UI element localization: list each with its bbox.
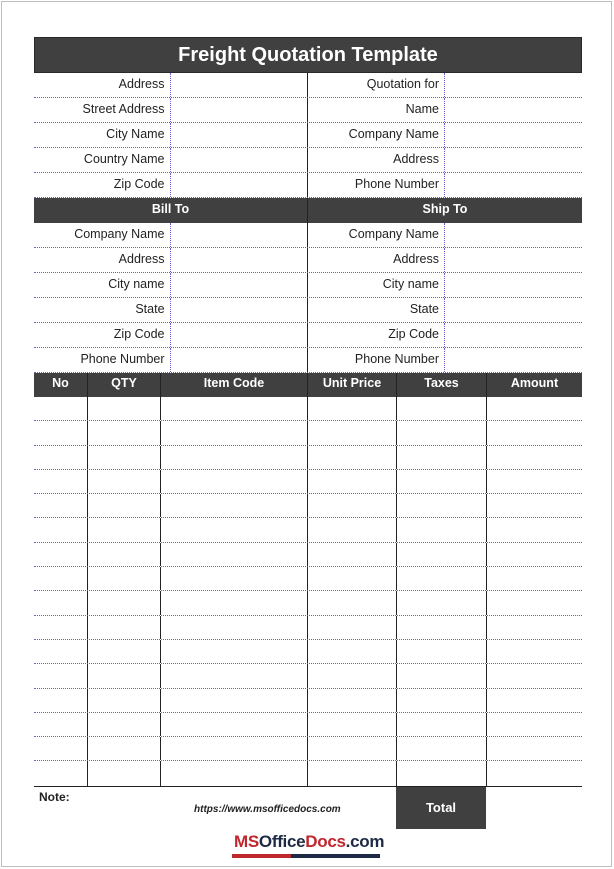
table-cell[interactable] bbox=[308, 737, 397, 760]
table-cell[interactable] bbox=[161, 494, 308, 517]
field-label: City Name bbox=[34, 123, 171, 147]
table-cell[interactable] bbox=[308, 640, 397, 663]
field-value-cell[interactable] bbox=[445, 123, 582, 147]
table-cell[interactable] bbox=[161, 689, 308, 712]
field-value-cell[interactable] bbox=[445, 323, 582, 347]
logo-ms: MS bbox=[234, 832, 259, 851]
field-label: Address bbox=[34, 73, 171, 97]
table-row bbox=[34, 397, 582, 421]
field-label: Zip Code bbox=[308, 323, 445, 347]
field-value-cell[interactable] bbox=[445, 148, 582, 172]
table-cell[interactable] bbox=[161, 470, 308, 493]
address-row bbox=[34, 298, 582, 323]
quotation-sheet bbox=[34, 37, 582, 831]
table-cell[interactable] bbox=[34, 664, 88, 687]
table-cell[interactable] bbox=[487, 543, 582, 566]
table-cell[interactable] bbox=[397, 761, 487, 785]
table-cell[interactable] bbox=[397, 689, 487, 712]
field-value-cell[interactable] bbox=[171, 298, 307, 322]
table-cell[interactable] bbox=[397, 640, 487, 663]
field-value-cell[interactable] bbox=[171, 98, 307, 122]
table-cell[interactable] bbox=[34, 494, 88, 517]
col-header-unit-price: Unit Price bbox=[308, 373, 397, 397]
field-value-cell[interactable] bbox=[171, 73, 307, 97]
table-cell[interactable] bbox=[34, 543, 88, 566]
table-cell[interactable] bbox=[308, 761, 397, 785]
table-cell[interactable] bbox=[308, 567, 397, 590]
field-value-cell[interactable] bbox=[171, 123, 307, 147]
table-cell[interactable] bbox=[34, 761, 88, 785]
table-cell[interactable] bbox=[88, 640, 161, 663]
table-cell[interactable] bbox=[397, 591, 487, 614]
field-value-cell[interactable] bbox=[171, 273, 307, 297]
table-cell[interactable] bbox=[161, 664, 308, 687]
bill-to-heading: Bill To bbox=[34, 198, 308, 223]
field-label: Company Name bbox=[308, 223, 445, 247]
table-row bbox=[34, 737, 582, 761]
field-value-cell[interactable] bbox=[171, 248, 307, 272]
table-cell[interactable] bbox=[308, 446, 397, 469]
table-cell[interactable] bbox=[34, 397, 88, 420]
table-cell[interactable] bbox=[487, 664, 582, 687]
table-cell[interactable] bbox=[34, 567, 88, 590]
table-cell[interactable] bbox=[34, 591, 88, 614]
table-row bbox=[34, 446, 582, 470]
col-header-item-code: Item Code bbox=[161, 373, 308, 397]
table-cell[interactable] bbox=[487, 713, 582, 736]
table-row bbox=[34, 543, 582, 567]
bill-ship-section bbox=[34, 223, 582, 373]
table-row bbox=[34, 616, 582, 640]
table-cell[interactable] bbox=[397, 664, 487, 687]
table-cell[interactable] bbox=[161, 591, 308, 614]
table-cell[interactable] bbox=[161, 421, 308, 444]
table-cell[interactable] bbox=[308, 616, 397, 639]
table-cell[interactable] bbox=[88, 761, 161, 785]
table-cell[interactable] bbox=[397, 713, 487, 736]
table-cell[interactable] bbox=[308, 713, 397, 736]
table-cell[interactable] bbox=[161, 616, 308, 639]
address-row bbox=[34, 248, 582, 273]
table-cell[interactable] bbox=[88, 446, 161, 469]
table-cell[interactable] bbox=[88, 421, 161, 444]
field-value-cell[interactable] bbox=[445, 273, 582, 297]
address-row bbox=[34, 348, 582, 373]
logo-stripe bbox=[232, 854, 380, 858]
table-cell[interactable] bbox=[397, 494, 487, 517]
table-cell[interactable] bbox=[487, 518, 582, 541]
items-table-body bbox=[34, 397, 582, 786]
logo-docs: Docs bbox=[305, 832, 346, 851]
field-value-cell[interactable] bbox=[445, 298, 582, 322]
field-label: Address bbox=[34, 248, 171, 272]
table-cell[interactable] bbox=[88, 737, 161, 760]
logo-com: .com bbox=[345, 832, 385, 851]
note-label: Note: bbox=[39, 789, 70, 804]
table-cell[interactable] bbox=[308, 494, 397, 517]
table-cell[interactable] bbox=[34, 689, 88, 712]
table-cell[interactable] bbox=[487, 421, 582, 444]
info-row bbox=[34, 123, 582, 148]
table-cell[interactable] bbox=[34, 640, 88, 663]
table-cell[interactable] bbox=[88, 397, 161, 420]
table-cell[interactable] bbox=[161, 446, 308, 469]
table-cell[interactable] bbox=[161, 737, 308, 760]
table-row bbox=[34, 761, 582, 785]
table-cell[interactable] bbox=[487, 689, 582, 712]
table-cell[interactable] bbox=[34, 446, 88, 469]
info-row bbox=[34, 148, 582, 173]
table-cell[interactable] bbox=[308, 421, 397, 444]
table-cell[interactable] bbox=[487, 737, 582, 760]
bill-ship-header bbox=[34, 198, 582, 223]
col-header-taxes: Taxes bbox=[397, 373, 487, 397]
table-cell[interactable] bbox=[308, 543, 397, 566]
table-cell[interactable] bbox=[161, 713, 308, 736]
info-row bbox=[34, 98, 582, 123]
field-value-cell[interactable] bbox=[171, 348, 307, 372]
table-cell[interactable] bbox=[34, 470, 88, 493]
table-cell[interactable] bbox=[161, 397, 308, 420]
field-value-cell[interactable] bbox=[445, 173, 582, 197]
table-cell[interactable] bbox=[397, 470, 487, 493]
field-value-cell[interactable] bbox=[445, 73, 582, 97]
table-cell[interactable] bbox=[88, 713, 161, 736]
table-row bbox=[34, 664, 582, 688]
table-cell[interactable] bbox=[88, 470, 161, 493]
field-label: Country Name bbox=[34, 148, 171, 172]
table-cell[interactable] bbox=[308, 470, 397, 493]
field-value-cell[interactable] bbox=[171, 148, 307, 172]
table-cell[interactable] bbox=[88, 664, 161, 687]
items-table bbox=[34, 373, 582, 787]
field-label: Address bbox=[308, 248, 445, 272]
field-value-cell[interactable] bbox=[171, 223, 307, 247]
field-label: Street Address bbox=[34, 98, 171, 122]
table-cell[interactable] bbox=[34, 518, 88, 541]
logo-office: Office bbox=[258, 832, 306, 851]
table-row bbox=[34, 640, 582, 664]
footer bbox=[34, 787, 582, 831]
table-cell[interactable] bbox=[397, 446, 487, 469]
field-label: State bbox=[308, 298, 445, 322]
msofficedocs-logo bbox=[232, 830, 385, 860]
table-cell[interactable] bbox=[397, 518, 487, 541]
table-cell[interactable] bbox=[487, 470, 582, 493]
table-row bbox=[34, 470, 582, 494]
table-cell[interactable] bbox=[161, 518, 308, 541]
field-label: City name bbox=[308, 273, 445, 297]
table-cell[interactable] bbox=[161, 761, 308, 785]
field-label: Zip Code bbox=[34, 173, 171, 197]
table-row bbox=[34, 567, 582, 591]
col-header-no: No bbox=[34, 373, 88, 397]
table-cell[interactable] bbox=[308, 591, 397, 614]
address-row bbox=[34, 223, 582, 248]
ship-to-heading: Ship To bbox=[422, 202, 468, 216]
field-label: State bbox=[34, 298, 171, 322]
table-cell[interactable] bbox=[487, 761, 582, 785]
table-cell[interactable] bbox=[487, 640, 582, 663]
table-cell[interactable] bbox=[34, 737, 88, 760]
address-row bbox=[34, 273, 582, 298]
table-cell[interactable] bbox=[397, 567, 487, 590]
table-row bbox=[34, 421, 582, 445]
field-label: Address bbox=[308, 148, 445, 172]
total-label: Total bbox=[396, 787, 486, 829]
field-label: Company Name bbox=[308, 123, 445, 147]
table-cell[interactable] bbox=[487, 446, 582, 469]
table-cell[interactable] bbox=[397, 616, 487, 639]
table-cell[interactable] bbox=[34, 616, 88, 639]
field-value-cell[interactable] bbox=[445, 248, 582, 272]
table-row bbox=[34, 494, 582, 518]
table-row bbox=[34, 518, 582, 542]
field-label: Phone Number bbox=[34, 348, 171, 372]
field-value-cell[interactable] bbox=[171, 173, 307, 197]
table-cell[interactable] bbox=[397, 421, 487, 444]
table-cell[interactable] bbox=[487, 591, 582, 614]
col-header-qty: QTY bbox=[88, 373, 161, 397]
field-value-cell[interactable] bbox=[445, 348, 582, 372]
table-row bbox=[34, 713, 582, 737]
source-url[interactable]: https://www.msofficedocs.com bbox=[194, 803, 341, 815]
table-cell[interactable] bbox=[397, 543, 487, 566]
table-cell[interactable] bbox=[88, 494, 161, 517]
table-cell[interactable] bbox=[88, 591, 161, 614]
address-row bbox=[34, 323, 582, 348]
table-cell[interactable] bbox=[487, 567, 582, 590]
table-cell[interactable] bbox=[487, 397, 582, 420]
table-cell[interactable] bbox=[161, 543, 308, 566]
table-cell[interactable] bbox=[487, 616, 582, 639]
field-value-cell[interactable] bbox=[445, 98, 582, 122]
table-cell[interactable] bbox=[308, 689, 397, 712]
info-row bbox=[34, 173, 582, 198]
table-cell[interactable] bbox=[88, 518, 161, 541]
table-cell[interactable] bbox=[88, 616, 161, 639]
page-title: Freight Quotation Template bbox=[34, 37, 582, 73]
col-header-amount: Amount bbox=[510, 376, 559, 390]
table-row bbox=[34, 591, 582, 615]
field-label: Quotation for bbox=[308, 73, 445, 97]
table-cell[interactable] bbox=[308, 664, 397, 687]
info-row bbox=[34, 73, 582, 98]
items-table-header bbox=[34, 373, 582, 397]
table-cell[interactable] bbox=[88, 567, 161, 590]
field-label: Phone Number bbox=[308, 348, 445, 372]
table-cell[interactable] bbox=[161, 567, 308, 590]
table-cell[interactable] bbox=[397, 737, 487, 760]
table-cell[interactable] bbox=[34, 713, 88, 736]
table-cell[interactable] bbox=[34, 421, 88, 444]
table-cell[interactable] bbox=[88, 689, 161, 712]
table-cell[interactable] bbox=[487, 494, 582, 517]
table-row bbox=[34, 689, 582, 713]
field-value-cell[interactable] bbox=[171, 323, 307, 347]
table-cell[interactable] bbox=[308, 397, 397, 420]
field-label: Name bbox=[308, 98, 445, 122]
table-cell[interactable] bbox=[161, 640, 308, 663]
table-cell[interactable] bbox=[308, 518, 397, 541]
sender-quote-section bbox=[34, 73, 582, 198]
table-cell[interactable] bbox=[397, 397, 487, 420]
field-label: Company Name bbox=[34, 223, 171, 247]
field-value-cell[interactable] bbox=[445, 223, 582, 247]
field-label: City name bbox=[34, 273, 171, 297]
field-label: Phone Number bbox=[308, 173, 445, 197]
table-cell[interactable] bbox=[88, 543, 161, 566]
field-label: Zip Code bbox=[34, 323, 171, 347]
